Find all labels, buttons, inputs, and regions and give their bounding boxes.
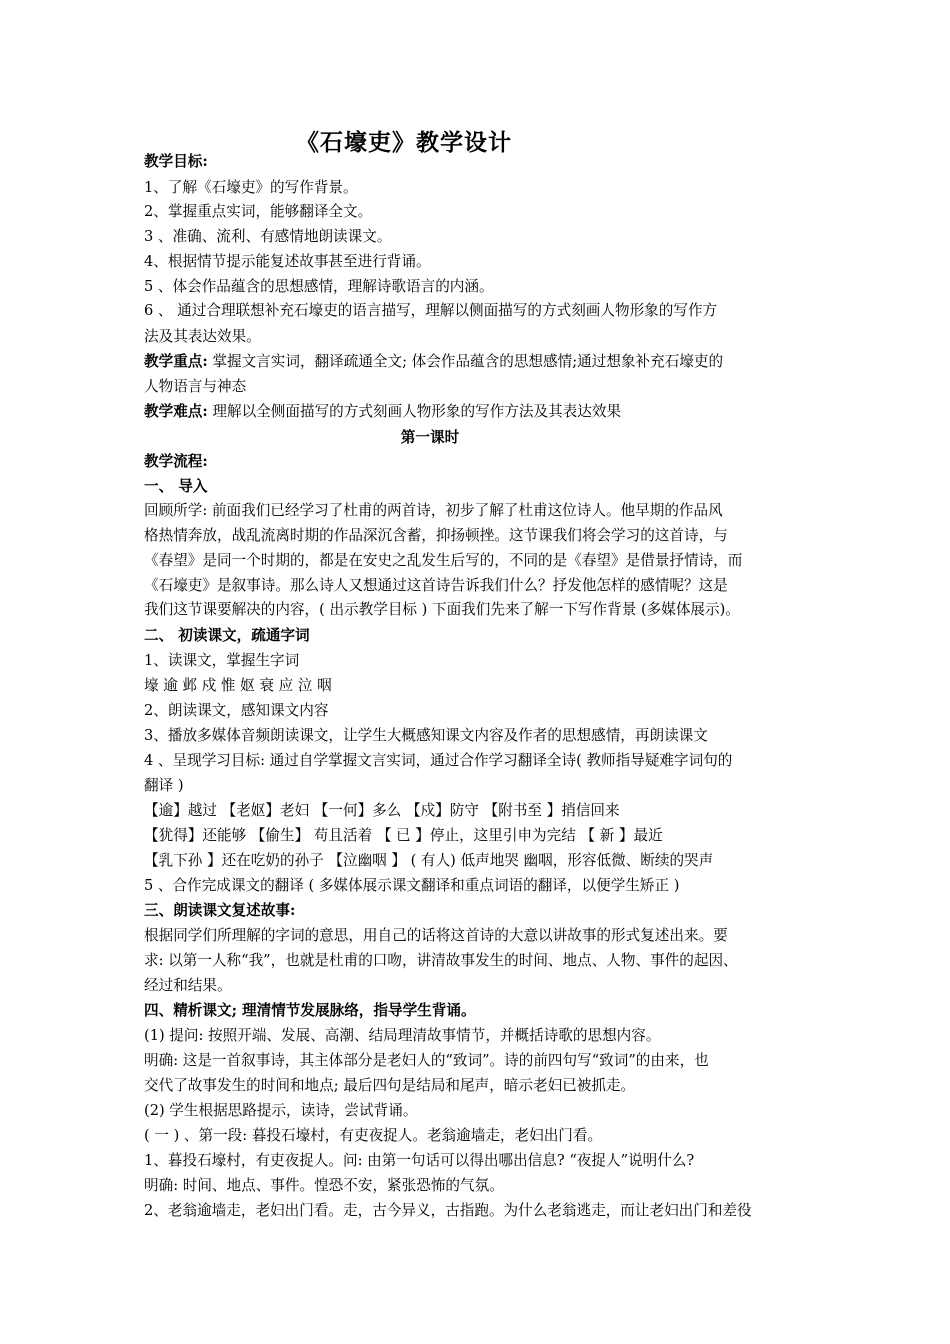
line-text: 一、 导入 xyxy=(144,478,208,495)
line-text: 【乳下孙 】还在吃奶的孙子 【泣幽咽 】 ( 有人) 低声地哭 幽咽，形容低微、断续的哭声 xyxy=(144,852,714,869)
line-text: 三、朗读课文复述故事: xyxy=(144,902,296,919)
text-line xyxy=(144,252,431,272)
line-text: 法及其表达效果。 xyxy=(144,328,261,345)
section-heading xyxy=(0,428,860,448)
text-line xyxy=(144,801,620,821)
text-line xyxy=(144,501,723,521)
heading-line xyxy=(144,152,208,172)
line-text: (2) 学生根据思路提示，读诗，尝试背诵。 xyxy=(144,1102,418,1119)
line-text: 明确: 时间、地点、事件。惶恐不安，紧张恐怖的气氛。 xyxy=(144,1177,504,1194)
line-text: 3 、准确、流利、有感情地朗读课文。 xyxy=(144,228,392,245)
text-line xyxy=(144,1176,504,1196)
line-text: 回顾所学: 前面我们已经学习了杜甫的两首诗，初步了解了杜甫这位诗人。他早期的作品风 xyxy=(144,502,723,519)
line-text: 4、根据情节提示能复述故事甚至进行背诵。 xyxy=(144,253,431,270)
line-text: 1、了解《石壕吏》的写作背景。 xyxy=(144,179,358,196)
text-line xyxy=(144,1126,602,1146)
line-text: 5 、合作完成课文的翻译 ( 多媒体展示课文翻译和重点词语的翻译，以便学生矫正 ) xyxy=(144,877,680,894)
line-text: 2、朗读课文，感知课文内容 xyxy=(144,702,329,719)
text-line xyxy=(144,701,328,721)
line-text: 1、读课文，掌握生字词 xyxy=(144,652,300,669)
text-line xyxy=(144,1026,660,1046)
text-line xyxy=(144,526,728,546)
text-line xyxy=(144,1051,709,1071)
line-label: 教学重点: xyxy=(144,353,208,370)
text-line xyxy=(144,651,299,671)
line-text: 翻译 ) xyxy=(144,777,184,794)
line-text: (1) 提问: 按照开端、发展、高潮、结局理清故事情节，并概括诗歌的思想内容。 xyxy=(144,1027,661,1044)
line-text: 我们这节课要解决的内容，( 出示教学目标 ) 下面我们先来了解一下写作背景 (多媒体展示)。 xyxy=(144,601,740,618)
text-line xyxy=(144,377,246,397)
line-text: 第一课时 xyxy=(400,429,460,446)
line-text: 《春望》是同一个时期的，都是在安史之乱发生后写的，不同的是《春望》是借景抒情诗，而 xyxy=(144,552,743,569)
text-line xyxy=(144,1076,635,1096)
line-text: 1、暮投石壕村，有吏夜捉人。问: 由第一句话可以得出哪出信息? “夜捉人”说明什么? xyxy=(144,1152,695,1169)
line-text: 二、 初读课文，疏通字词 xyxy=(144,627,310,644)
line-text: 教学流程: xyxy=(144,453,208,470)
line-text: 教学目标: xyxy=(144,153,208,170)
line-text: 求: 以第一人称“我”，也就是杜甫的口吻，讲清故事发生的时间、地点、人物、事件的起因、 xyxy=(144,952,738,969)
text-line xyxy=(144,1201,752,1221)
line-text: 经过和结果。 xyxy=(144,977,232,994)
text-line xyxy=(144,726,708,746)
document-title: 《石壕吏》教学设计 xyxy=(296,129,512,156)
line-text: 壕 逾 邺 戍 惟 妪 衰 应 泣 咽 xyxy=(144,677,332,694)
line-text: 掌握文言实词，翻译疏通全文; 体会作品蕴含的思想感情;通过想象补充石壕吏的 xyxy=(207,353,724,370)
line-text: 2、老翁逾墙走，老妇出门看。走，古今异义，古指跑。为什么老翁逃走，而让老妇出门和差役 xyxy=(144,1202,752,1219)
text-line xyxy=(144,926,728,946)
text-line xyxy=(144,776,184,796)
text-line xyxy=(144,876,679,896)
text-line xyxy=(144,551,742,571)
text-line xyxy=(144,301,717,321)
text-line xyxy=(144,178,358,198)
line-label: 教学难点: xyxy=(144,403,208,420)
line-text: 交代了故事发生的时间和地点; 最后四句是结局和尾声，暗示老妇已被抓走。 xyxy=(144,1077,636,1094)
line-text: 理解以全侧面描写的方式刻画人物形象的写作方法及其表达效果 xyxy=(207,403,622,420)
text-line xyxy=(144,826,663,846)
line-text: 4 、呈现学习目标: 通过自学掌握文言实词，通过合作学习翻译全诗( 教师指导疑难字词句的 xyxy=(144,752,733,769)
line-text: 2、掌握重点实词，能够翻译全文。 xyxy=(144,203,373,220)
heading-line xyxy=(144,477,207,497)
line-text: 四、精析课文; 理清情节发展脉络，指导学生背诵。 xyxy=(144,1002,476,1019)
text-line xyxy=(144,1151,694,1171)
line-text: 人物语言与神态 xyxy=(144,378,247,395)
line-text: 根据同学们所理解的字词的意思，用自己的话将这首诗的大意以讲故事的形式复述出来。要 xyxy=(144,927,728,944)
text-line xyxy=(144,402,621,422)
heading-line xyxy=(144,1001,476,1021)
line-text: 5 、体会作品蕴含的思想感情，理解诗歌语言的内涵。 xyxy=(144,278,494,295)
line-text: 【逾】越过 【老妪】老妇 【一何】多么 【戍】防守 【附书至 】捎信回来 xyxy=(144,802,620,819)
text-line xyxy=(144,851,713,871)
text-line xyxy=(144,676,332,696)
line-text: ( 一 ) 、第一段: 暮投石壕村，有吏夜捉人。老翁逾墙走，老妇出门看。 xyxy=(144,1127,603,1144)
text-line xyxy=(144,327,261,347)
line-text: 《石壕吏》是叙事诗。那么诗人又想通过这首诗告诉我们什么？抒发他怎样的感情呢？这是 xyxy=(144,577,728,594)
line-text: 【犹得】还能够 【偷生】 苟且活着 【 已 】停止，这里引申为完结 【 新 】最近 xyxy=(144,827,663,844)
text-line xyxy=(144,951,738,971)
text-line xyxy=(144,751,732,771)
line-text: 格热情奔放，战乱流离时期的作品深沉含蓄，抑扬顿挫。这节课我们将会学习的这首诗，与 xyxy=(144,527,728,544)
text-line xyxy=(144,1101,417,1121)
heading-line xyxy=(144,452,208,472)
line-text: 明确: 这是一首叙事诗，其主体部分是老妇人的“致词”。诗的前四句写“致词”的由来，也 xyxy=(144,1052,709,1069)
text-line xyxy=(144,976,232,996)
line-text: 6 、 通过合理联想补充石壕吏的语言描写，理解以侧面描写的方式刻画人物形象的写作方 xyxy=(144,302,718,319)
heading-line xyxy=(144,626,310,646)
text-line xyxy=(144,352,723,372)
text-line xyxy=(144,600,740,620)
text-line xyxy=(144,576,728,596)
text-line xyxy=(144,277,494,297)
line-text: 3、播放多媒体音频朗读课文，让学生大概感知课文内容及作者的思想感情，再朗读课文 xyxy=(144,727,708,744)
heading-line xyxy=(144,901,295,921)
text-line xyxy=(144,202,372,222)
text-line xyxy=(144,227,391,247)
